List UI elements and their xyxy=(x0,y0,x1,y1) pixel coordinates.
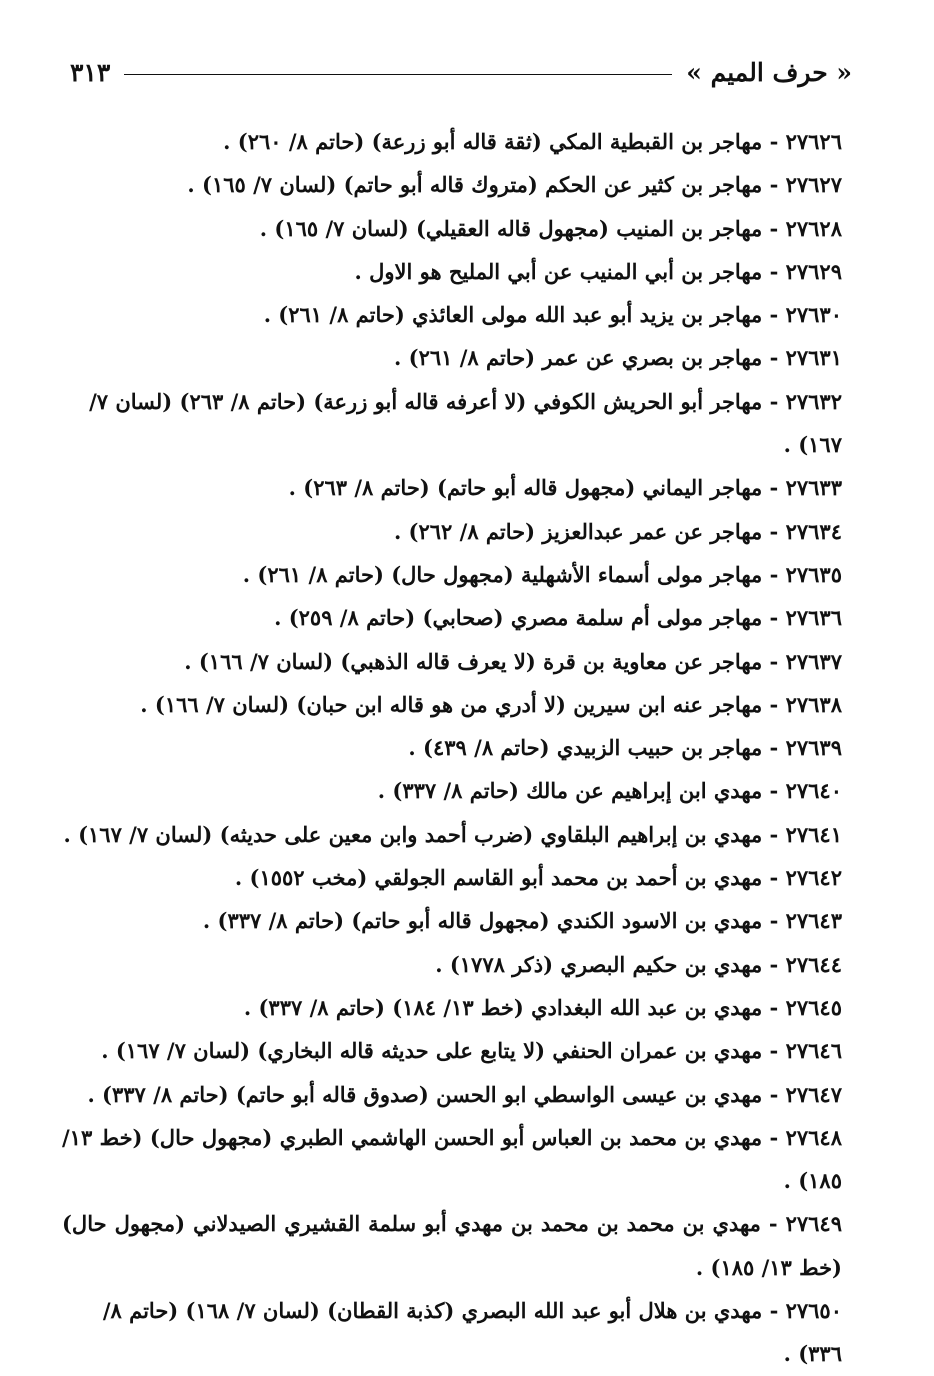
entry: ٢٧٦٤٨ - مهدي بن محمد بن العباس أبو الحسن الهاشمي الطبري (مجهول حال) (خط ١٣/ ١٨٥) . xyxy=(62,1124,842,1194)
entry: ٢٧٦٤٠ - مهدي ابن إبراهيم عن مالك (حاتم ٨/ ٣٣٧) . xyxy=(377,778,842,804)
entry: ٢٧٦٤٤ - مهدي بن حكيم البصري (ذكر ١٧٧٨) . xyxy=(435,951,842,977)
entry: ٢٧٦٣٣ - مهاجر اليماني (مجهول قاله أبو حاتم) (حاتم ٨/ ٢٦٣) . xyxy=(288,475,842,501)
entry: ٢٧٦٤٩ - مهدي بن محمد بن محمد بن مهدي أبو سلمة القشيري الصيدلاني (مجهول حال) (خط ١٣/ ١٨٥) . xyxy=(62,1211,842,1280)
entry: ٢٧٦٢٧ - مهاجر بن كثير عن الحكم (متروك قاله أبو حاتم) (لسان ٧/ ١٦٥) . xyxy=(187,172,842,198)
entry: ٢٧٦٤١ - مهدي بن إبراهيم البلقاوي (ضرب أحمد وابن معين على حديثه) (لسان ٧/ ١٦٧) . xyxy=(63,821,842,847)
entry: ٢٧٦٣٤ - مهاجر عن عمر عبدالعزيز (حاتم ٨/ ٢٦٢) . xyxy=(393,518,842,544)
entry: ٢٧٦٤٧ - مهدي بن عيسى الواسطي ابو الحسن (صدوق قاله أبو حاتم) (حاتم ٨/ ٣٣٧) . xyxy=(87,1081,842,1107)
entry: ٢٧٦٢٨ - مهاجر بن المنيب (مجهول قاله العقيلي) (لسان ٧/ ١٦٥) . xyxy=(259,215,842,241)
entry: ٢٧٦٢٦ - مهاجر بن القبطية المكي (ثقة قاله أبو زرعة) (حاتم ٨/ ٢٦٠) . xyxy=(223,129,842,154)
entry: ٢٧٦٤٣ - مهدي بن الاسود الكندي (مجهول قاله أبو حاتم) (حاتم ٨/ ٣٣٧) . xyxy=(202,908,842,934)
entry: ٢٧٦٣٢ - مهاجر أبو الحريش الكوفي (لا أعرفه قاله أبو زرعة) (حاتم ٨/ ٢٦٣) (لسان ٧/ ١٦٧) . xyxy=(89,388,842,458)
entry: ٢٧٦٤٦ - مهدي بن عمران الحنفي (لا يتابع على حديثه قاله البخاري) (لسان ٧/ ١٦٧) . xyxy=(101,1038,842,1064)
entry: ٢٧٦٣٠ - مهاجر بن يزيد أبو عبد الله مولى العائذي (حاتم ٨/ ٢٦١) . xyxy=(263,302,842,328)
entry: ٢٧٦٣٧ - مهاجر عن معاوية بن قرة (لا يعرف قاله الذهبي) (لسان ٧/ ١٦٦) . xyxy=(184,648,842,674)
entry: ٢٧٦٣١ - مهاجر بن بصري عن عمر (حاتم ٨/ ٢٦١) . xyxy=(394,345,842,371)
entry: ٢٧٦٣٨ - مهاجر عنه ابن سيرين (لا أدري من هو قاله ابن حبان) (لسان ٧/ ١٦٦) . xyxy=(140,691,842,717)
entries-list xyxy=(62,120,842,1376)
header-rule xyxy=(124,74,672,75)
entry: ٢٧٦٢٩ - مهاجر بن أبي المنيب عن أبي المليح هو الاول . xyxy=(354,258,842,284)
entry: ٢٧٦٣٦ - مهاجر مولى أم سلمة مصري (صحابي) (حاتم ٨/ ٢٥٩) . xyxy=(274,605,842,631)
entry: ٢٧٦٣٩ - مهاجر بن حبيب الزبيدي (حاتم ٨/ ٤٣٩) . xyxy=(408,735,842,761)
entry: ٢٧٦٣٥ - مهاجر مولى أسماء الأشهلية (مجهول حال) (حاتم ٨/ ٢٦١) . xyxy=(242,561,842,587)
entry: ٢٧٦٥٠ - مهدي بن هلال أبو عبد الله البصري (كذبة القطان) (لسان ٧/ ١٦٨) (حاتم ٨/ ٣٣٦) . xyxy=(102,1298,842,1367)
entry: ٢٧٦٤٥ - مهدي بن عبد الله البغدادي (خط ١٣/ ١٨٤) (حاتم ٨/ ٣٣٧) . xyxy=(243,994,842,1020)
page-number: ٣١٣ xyxy=(70,57,111,87)
entry: ٢٧٦٤٢ - مهدي بن أحمد بن محمد أبو القاسم الجولقي (مخب ١٥٥٢) . xyxy=(234,865,842,891)
page-header xyxy=(70,50,852,94)
chapter-title: « حرف الميم » xyxy=(686,57,852,87)
